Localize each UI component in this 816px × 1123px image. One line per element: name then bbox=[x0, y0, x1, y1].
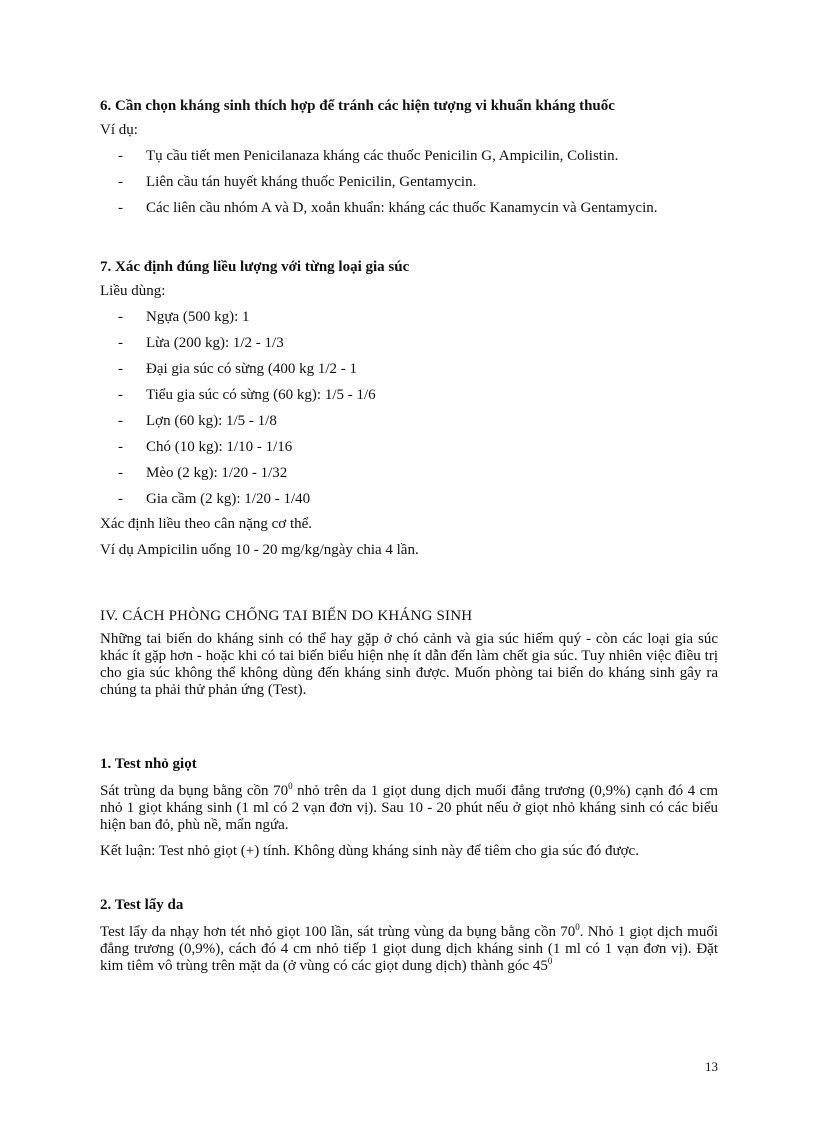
section-7-example: Ví dụ Ampicilin uống 10 - 20 mg/kg/ngày chia 4 lần. bbox=[100, 542, 419, 558]
list-item: - Mèo (2 kg): 1/20 - 1/32 bbox=[118, 465, 288, 481]
list-item: - Chó (10 kg): 1/10 - 1/16 bbox=[118, 439, 293, 455]
list-item: - Tiểu gia súc có sừng (60 kg): 1/5 - 1/6 bbox=[118, 387, 376, 403]
list-item: - Lừa (200 kg): 1/2 - 1/3 bbox=[118, 335, 284, 351]
page-number: 13 bbox=[705, 1059, 718, 1074]
test-2-heading: 2. Test lẩy da bbox=[100, 897, 184, 913]
section-iv-title: IV. CÁCH PHÒNG CHỐNG TAI BIẾN DO KHÁNG SINH bbox=[100, 608, 473, 624]
section-7-intro: Liều dùng: bbox=[100, 283, 166, 299]
section-7-list bbox=[100, 307, 718, 509]
test-1-heading: 1. Test nhỏ giọt bbox=[100, 756, 197, 772]
section-6-heading: 6. Cần chọn kháng sinh thích hợp để tránh các hiện tượng vi khuẩn kháng thuốc bbox=[100, 98, 615, 114]
list-item: - Tụ cầu tiết men Penicilanaza kháng các thuốc Penicilin G, Ampicilin, Colistin. bbox=[118, 148, 619, 164]
list-item: - Ngựa (500 kg): 1 bbox=[118, 309, 250, 325]
section-6-intro: Ví dụ: bbox=[100, 122, 138, 138]
list-item: - Gia cầm (2 kg): 1/20 - 1/40 bbox=[118, 491, 311, 507]
test-1-paragraph: Sát trùng da bụng bằng cồn $70^0$ nhỏ trên da 1 giọt dung dịch muối đẳng trương (0,9%) cạnh đó 4 cm nhỏ 1 giọt kháng sinh (1 ml có 2 vạn đơn vị). Sau 10 - 20 phút nếu ở giọt nhỏ kháng sinh có các biểu hiện ban đỏ, phù nề, mẩn ngứa. bbox=[100, 781, 718, 833]
section-6-list bbox=[100, 146, 718, 218]
section-7-heading: 7. Xác định đúng liều lượng với từng loại gia súc bbox=[100, 259, 410, 275]
test-2-paragraph: Test lẩy da nhạy hơn tét nhỏ giọt 100 lần, sát trùng vùng da bụng bằng cồn $70^0$. Nhỏ 1 giọt dịch muối đẳng trương (0,9%), cách đó 4 cm nhỏ tiếp 1 giọt dung dịch kháng sinh (1 ml có 1 vạn đơn vị). Đặt kim tiêm vô trùng trên mặt da (ở vùng có các giọt dung dịch) thành góc $45^0$ bbox=[100, 922, 718, 974]
list-item: - Các liên cầu nhóm A và D, xoắn khuẩn: kháng các thuốc Kanamycin và Gentamycin. bbox=[118, 200, 658, 216]
document-page bbox=[100, 96, 718, 975]
test-1-conclusion: Kết luận: Test nhỏ giọt (+) tính. Không dùng kháng sinh này để tiêm cho gia súc đó được. bbox=[100, 843, 639, 859]
section-iv-paragraph: Những tai biến do kháng sinh có thể hay gặp ở chó cảnh và gia súc hiếm quý - còn các loại gia súc khác ít gặp hơn - hoặc khi có tai biến biểu hiện nhẹ ít dẫn đến làm chết gia súc. Tuy nhiên việc điều trị cho gia súc không thể không dùng đến kháng sinh được. Muốn phòng tai biến do kháng sinh gây ra chúng ta phải thử phản ứng (Test). bbox=[100, 631, 718, 698]
list-item: - Liên cầu tán huyết kháng thuốc Penicilin, Gentamycin. bbox=[118, 174, 477, 190]
list-item: - Lợn (60 kg): 1/5 - 1/8 bbox=[118, 413, 277, 429]
section-7-note: Xác định liều theo cân nặng cơ thể. bbox=[100, 516, 313, 532]
list-item: - Đại gia súc có sừng (400 kg 1/2 - 1 bbox=[118, 361, 358, 377]
